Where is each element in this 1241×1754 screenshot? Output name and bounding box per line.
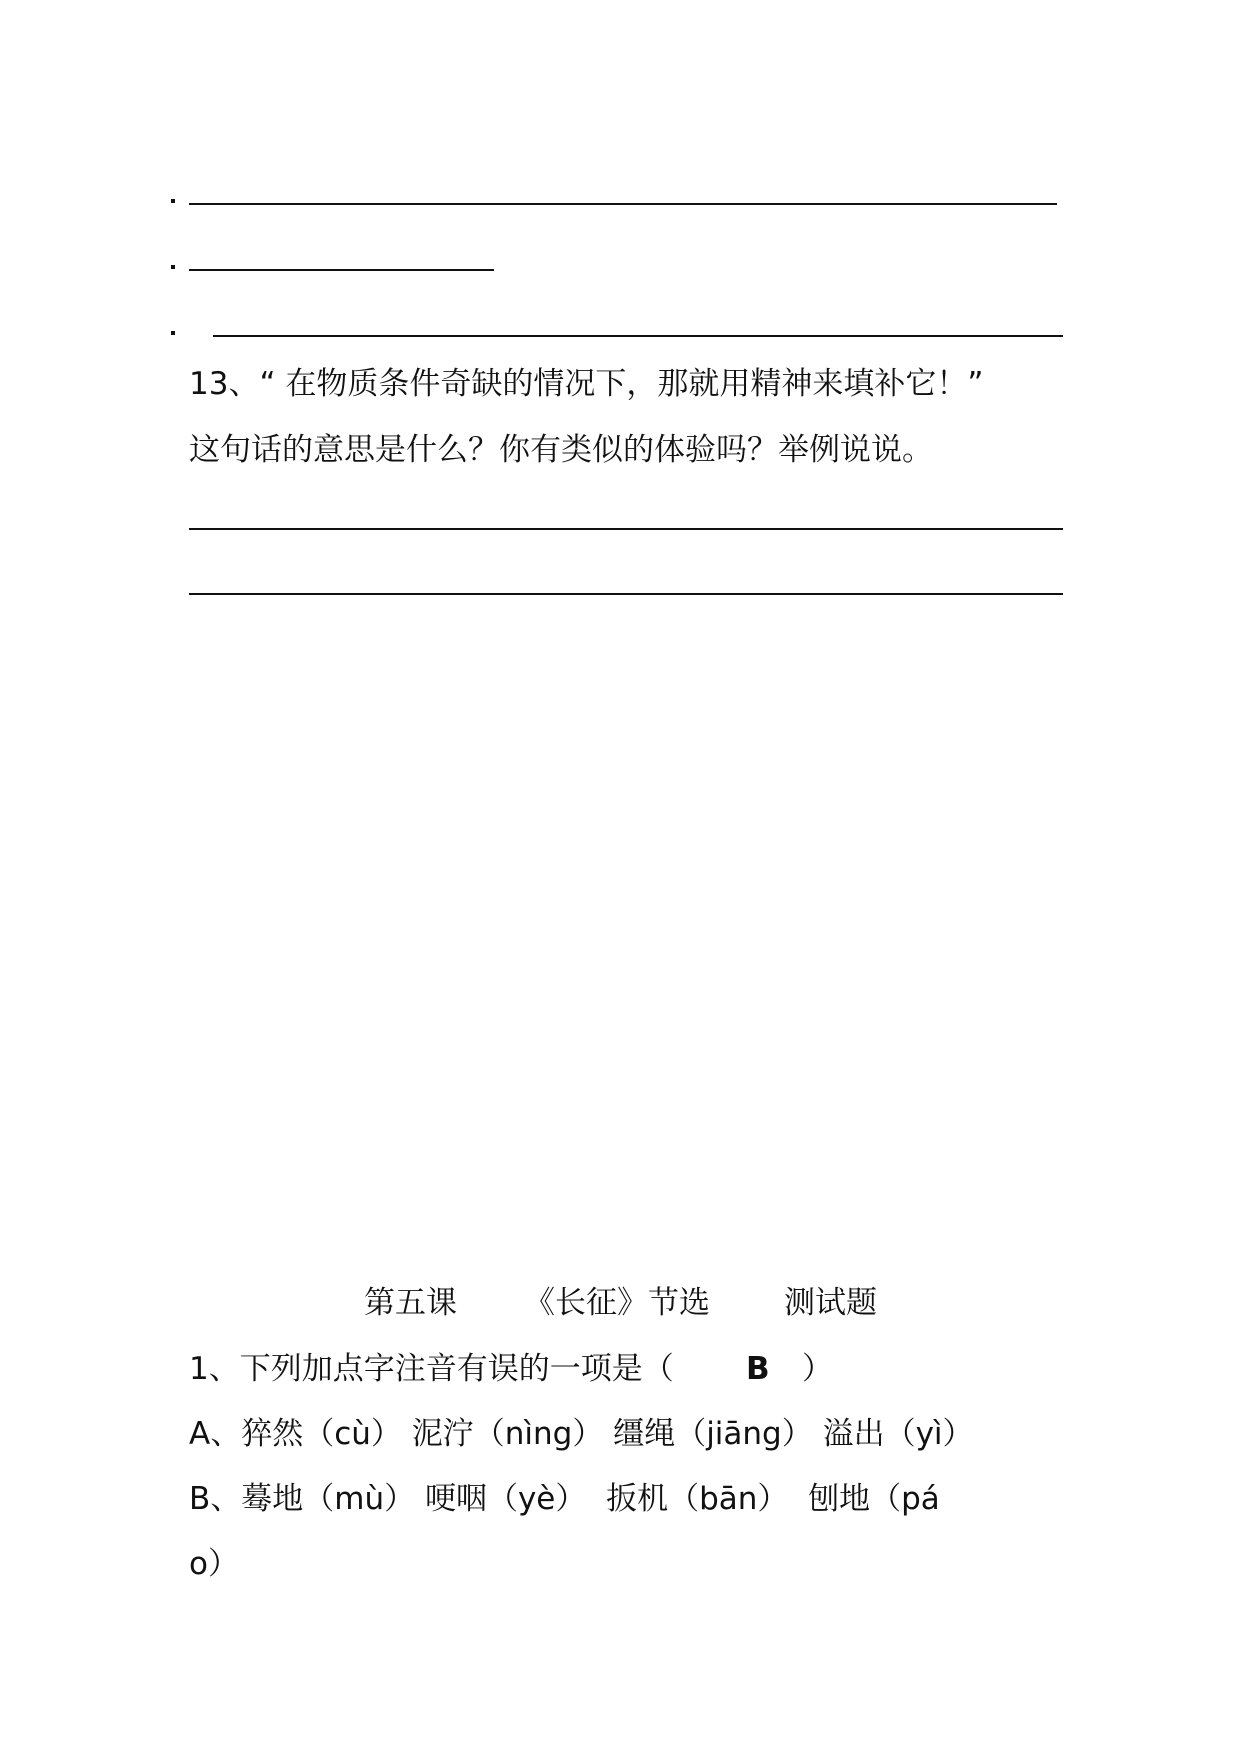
line-marker xyxy=(171,265,175,269)
option-b-continued: o） xyxy=(189,1546,239,1582)
line-marker xyxy=(171,331,175,335)
line-marker xyxy=(171,199,175,203)
question-1-stem-end: ） xyxy=(802,1351,833,1387)
answer-line[interactable] xyxy=(189,269,494,271)
lesson-title-part1: 第五课 xyxy=(364,1285,457,1321)
lesson-title-part2: 《长征》节选 xyxy=(524,1285,710,1321)
question-1-stem: 1、下列加点字注音有误的一项是（ xyxy=(189,1351,674,1387)
option-a: A、猝然（cù） 泥泞（nìng） 缰绳（jiāng） 溢出（yì） xyxy=(189,1416,974,1452)
question-13-line1: 13、“ 在物质条件奇缺的情况下，那就用精神来填补它！” xyxy=(189,366,984,402)
question-13-line2: 这句话的意思是什么？你有类似的体验吗？举例说说。 xyxy=(189,432,933,468)
answer-line[interactable] xyxy=(189,203,1057,205)
option-b: B、蓦地（mù） 哽咽（yè） 扳机（bān） 刨地（pá xyxy=(189,1481,940,1517)
answer-line[interactable] xyxy=(189,528,1063,530)
question-1-answer: B xyxy=(746,1351,770,1387)
answer-line[interactable] xyxy=(213,335,1063,337)
lesson-title-part3: 测试题 xyxy=(784,1285,877,1321)
answer-line[interactable] xyxy=(189,593,1063,595)
